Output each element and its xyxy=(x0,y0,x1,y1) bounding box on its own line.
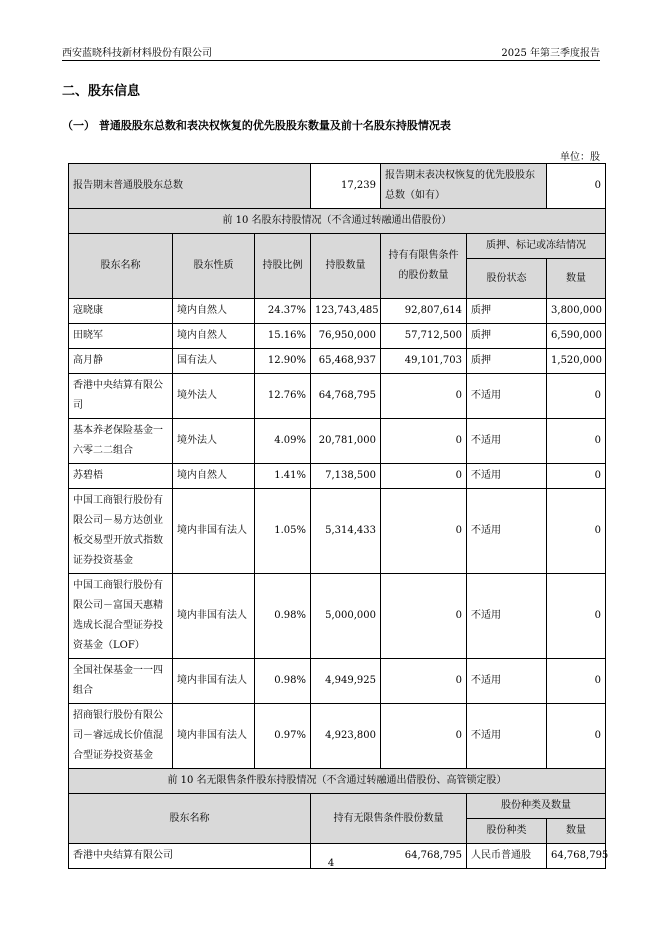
cell-status: 不适用 xyxy=(467,704,547,769)
cell-count: 76,950,000 xyxy=(311,324,381,349)
top10-title: 前 10 名股东持股情况（不含通过转融通出借股份） xyxy=(69,209,606,234)
cell-name: 田晓军 xyxy=(69,324,173,349)
col-header-status: 股份状态 xyxy=(467,259,547,299)
col-header-kind: 股份种类 xyxy=(467,819,547,844)
col-header-name: 股东名称 xyxy=(69,234,173,299)
cell-nature: 境内非国有法人 xyxy=(173,489,255,574)
table-row xyxy=(69,349,606,374)
cell-qty: 6,590,000 xyxy=(547,324,606,349)
cell-restricted: 49,101,703 xyxy=(381,349,467,374)
col-header-kind-group: 股份种类及数量 xyxy=(467,794,606,819)
cell-nature: 境内自然人 xyxy=(173,324,255,349)
cell-unres-qty: 64,768,795 xyxy=(547,844,606,869)
col-header-unres-name: 股东名称 xyxy=(69,794,311,844)
unrestricted-title-row xyxy=(69,769,606,794)
cell-nature: 境外法人 xyxy=(173,374,255,419)
cell-nature: 境外法人 xyxy=(173,419,255,464)
cell-name: 中国工商银行股份有限公司－易方达创业板交易型开放式指数证券投资基金 xyxy=(69,489,173,574)
cell-nature: 国有法人 xyxy=(173,349,255,374)
cell-count: 4,923,800 xyxy=(311,704,381,769)
cell-restricted: 0 xyxy=(381,704,467,769)
cell-restricted: 57,712,500 xyxy=(381,324,467,349)
cell-name: 全国社保基金一一四组合 xyxy=(69,659,173,704)
top10-header-row-1 xyxy=(69,234,606,259)
cell-ratio: 1.05% xyxy=(255,489,311,574)
cell-ratio: 0.98% xyxy=(255,574,311,659)
cell-name: 基本养老保险基金一六零二二组合 xyxy=(69,419,173,464)
cell-count: 65,468,937 xyxy=(311,349,381,374)
cell-restricted: 0 xyxy=(381,464,467,489)
cell-nature: 境内非国有法人 xyxy=(173,659,255,704)
cell-name: 高月静 xyxy=(69,349,173,374)
cell-count: 64,768,795 xyxy=(311,374,381,419)
cell-nature: 境内自然人 xyxy=(173,299,255,324)
col-header-restricted: 持有有限售条件的股份数量 xyxy=(381,234,467,299)
cell-status: 不适用 xyxy=(467,659,547,704)
cell-status: 不适用 xyxy=(467,464,547,489)
col-header-unres-qty: 数量 xyxy=(547,819,606,844)
col-header-nature: 股东性质 xyxy=(173,234,255,299)
cell-ratio: 0.98% xyxy=(255,659,311,704)
cell-qty: 0 xyxy=(547,419,606,464)
cell-nature: 境内非国有法人 xyxy=(173,574,255,659)
cell-count: 5,000,000 xyxy=(311,574,381,659)
cell-restricted: 0 xyxy=(381,659,467,704)
cell-count: 5,314,433 xyxy=(311,489,381,574)
summary-label-1: 报告期末普通股股东总数 xyxy=(69,164,311,209)
cell-nature: 境内非国有法人 xyxy=(173,704,255,769)
unit-label: 单位：股 xyxy=(560,152,600,163)
table-row xyxy=(69,299,606,324)
cell-qty: 0 xyxy=(547,574,606,659)
summary-value-1: 17,239 xyxy=(311,164,381,209)
cell-status: 不适用 xyxy=(467,419,547,464)
col-header-qty: 数量 xyxy=(547,259,606,299)
header-company: 西安蓝晓科技新材料股份有限公司 xyxy=(62,48,212,59)
cell-qty: 0 xyxy=(547,659,606,704)
cell-status: 不适用 xyxy=(467,574,547,659)
cell-ratio: 4.09% xyxy=(255,419,311,464)
cell-unres-kind: 人民币普通股 xyxy=(467,844,547,869)
cell-name: 寇晓康 xyxy=(69,299,173,324)
col-header-unres-count: 持有无限售条件股份数量 xyxy=(311,794,467,844)
cell-ratio: 24.37% xyxy=(255,299,311,324)
cell-name: 招商银行股份有限公司－睿远成长价值混合型证券投资基金 xyxy=(69,704,173,769)
cell-qty: 0 xyxy=(547,704,606,769)
cell-qty: 3,800,000 xyxy=(547,299,606,324)
cell-count: 4,949,925 xyxy=(311,659,381,704)
cell-status: 不适用 xyxy=(467,489,547,574)
table-row xyxy=(69,374,606,419)
unrestricted-title: 前 10 名无限售条件股东持股情况（不含通过转融通出借股份、高管锁定股） xyxy=(69,769,606,794)
table-row xyxy=(69,324,606,349)
shareholder-table xyxy=(68,163,609,869)
col-header-count: 持股数量 xyxy=(311,234,381,299)
col-header-pledge: 质押、标记或冻结情况 xyxy=(467,234,606,259)
cell-ratio: 12.76% xyxy=(255,374,311,419)
cell-restricted: 0 xyxy=(381,374,467,419)
cell-name: 香港中央结算有限公司 xyxy=(69,374,173,419)
table-row xyxy=(69,419,606,464)
cell-count: 20,781,000 xyxy=(311,419,381,464)
cell-ratio: 12.90% xyxy=(255,349,311,374)
cell-status: 质押 xyxy=(467,324,547,349)
cell-qty: 1,520,000 xyxy=(547,349,606,374)
col-header-ratio: 持股比例 xyxy=(255,234,311,299)
table-row xyxy=(69,489,606,574)
summary-value-2: 0 xyxy=(547,164,606,209)
cell-ratio: 0.97% xyxy=(255,704,311,769)
cell-qty: 0 xyxy=(547,489,606,574)
top10-title-row xyxy=(69,209,606,234)
cell-count: 7,138,500 xyxy=(311,464,381,489)
cell-qty: 0 xyxy=(547,374,606,419)
unrestricted-header-row-1 xyxy=(69,794,606,819)
cell-status: 质押 xyxy=(467,299,547,324)
cell-name: 苏碧梧 xyxy=(69,464,173,489)
cell-restricted: 0 xyxy=(381,419,467,464)
cell-status: 不适用 xyxy=(467,374,547,419)
cell-name: 中国工商银行股份有限公司－富国天惠精选成长混合型证券投资基金（LOF） xyxy=(69,574,173,659)
header-divider xyxy=(62,60,600,61)
summary-label-2: 报告期末表决权恢复的优先股股东总数（如有） xyxy=(381,164,547,209)
table-row xyxy=(69,574,606,659)
cell-count: 123,743,485 xyxy=(311,299,381,324)
section-title: 二、股东信息 xyxy=(62,84,141,99)
cell-ratio: 1.41% xyxy=(255,464,311,489)
page-number: 4 xyxy=(327,858,335,869)
header-report: 2025 年第三季度报告 xyxy=(501,48,600,59)
table-row xyxy=(69,659,606,704)
subsection-title: （一） 普通股股东总数和表决权恢复的优先股股东数量及前十名股东持股情况表 xyxy=(62,119,451,132)
summary-row xyxy=(69,164,606,209)
cell-restricted: 0 xyxy=(381,489,467,574)
cell-ratio: 15.16% xyxy=(255,324,311,349)
table-row xyxy=(69,464,606,489)
cell-status: 质押 xyxy=(467,349,547,374)
cell-unres-name: 香港中央结算有限公司 xyxy=(69,844,311,869)
cell-unres-count: 64,768,795 xyxy=(311,844,467,869)
cell-restricted: 92,807,614 xyxy=(381,299,467,324)
cell-nature: 境内自然人 xyxy=(173,464,255,489)
table-row xyxy=(69,704,606,769)
cell-restricted: 0 xyxy=(381,574,467,659)
cell-qty: 0 xyxy=(547,464,606,489)
